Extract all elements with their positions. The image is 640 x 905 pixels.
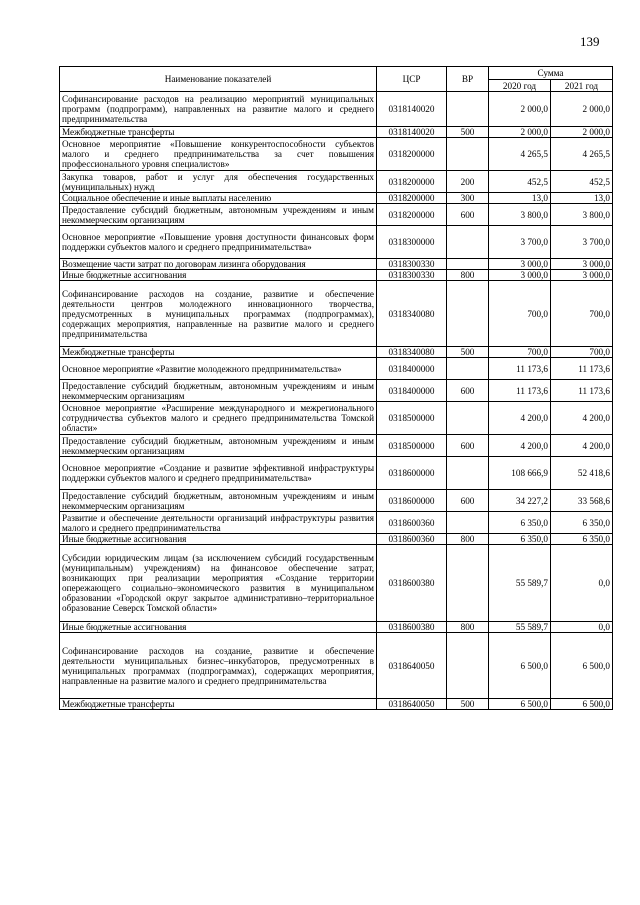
row-vr [447,92,489,127]
row-csr: 0318300330 [377,259,447,270]
row-vr [447,138,489,171]
row-value-2021: 3 000,0 [551,259,613,270]
row-name: Межбюджетные трансферты [60,347,377,358]
header-sum: Сумма [489,67,613,80]
row-csr: 0318640050 [377,633,447,699]
row-csr: 0318400000 [377,380,447,402]
row-vr: 600 [447,380,489,402]
row-value-2021: 3 800,0 [551,204,613,226]
row-value-2021: 6 350,0 [551,534,613,545]
table-row [60,127,613,138]
row-name: Социальное обеспечение и иные выплаты населению [60,193,377,204]
header-name: Наименование показателей [60,67,377,92]
row-value-2020: 55 589,7 [489,622,551,633]
row-vr: 800 [447,622,489,633]
table-row [60,435,613,457]
row-vr: 800 [447,534,489,545]
row-value-2021: 6 350,0 [551,512,613,534]
page-number: 139 [580,34,600,49]
table-row [60,259,613,270]
row-value-2021: 3 000,0 [551,270,613,281]
row-vr: 500 [447,127,489,138]
row-value-2020: 700,0 [489,281,551,347]
row-value-2020: 108 666,9 [489,457,551,490]
table-row [60,281,613,347]
row-csr: 0318600360 [377,512,447,534]
row-vr [447,259,489,270]
row-name: Основное мероприятие «Расширение международного и межрегионального сотрудничества субъектов малого и среднего предпринимательства Томской области» [60,402,377,435]
row-vr [447,226,489,259]
row-name: Основное мероприятие «Развитие молодежного предпринимательства» [60,358,377,380]
table-row [60,512,613,534]
row-name: Основное мероприятие «Повышение конкурентоспособности субъектов малого и среднего предпринимательства за счет повышения профессионального уровня специалистов» [60,138,377,171]
table-row [60,204,613,226]
row-value-2021: 700,0 [551,347,613,358]
header-csr: ЦСР [377,67,447,92]
row-csr: 0318200000 [377,193,447,204]
header-year-2021: 2021 год [551,80,613,92]
row-value-2021: 3 700,0 [551,226,613,259]
row-name: Предоставление субсидий бюджетным, автономным учреждениям и иным некоммерческим организациям [60,204,377,226]
table-row [60,633,613,699]
row-csr: 0318300000 [377,226,447,259]
table-body [60,92,613,710]
row-value-2020: 4 265,5 [489,138,551,171]
row-csr: 0318600380 [377,545,447,622]
row-name: Межбюджетные трансферты [60,127,377,138]
row-vr [447,633,489,699]
row-value-2021: 11 173,6 [551,380,613,402]
table-row [60,545,613,622]
row-vr [447,281,489,347]
row-csr: 0318140020 [377,92,447,127]
row-value-2021: 4 200,0 [551,435,613,457]
row-name: Предоставление субсидий бюджетным, автономным учреждениям и иным некоммерческим организациям [60,435,377,457]
row-vr: 600 [447,435,489,457]
row-vr: 300 [447,193,489,204]
row-value-2021: 0,0 [551,622,613,633]
row-name: Иные бюджетные ассигнования [60,270,377,281]
row-vr [447,512,489,534]
row-name: Закупка товаров, работ и услуг для обеспечения государственных (муниципальных) нужд [60,171,377,193]
row-vr: 500 [447,347,489,358]
row-value-2021: 2 000,0 [551,127,613,138]
table-row [60,622,613,633]
table-row [60,457,613,490]
table-row [60,138,613,171]
row-name: Софинансирование расходов на создание, развитие и обеспечение деятельности муниципальных бизнес–инкубаторов, предусмотренных в муниципальных программах (подпрограммах), содержащих мероприятия, направленные на развитие малого и среднего предпринимательства [60,633,377,699]
table-row [60,270,613,281]
row-value-2020: 11 173,6 [489,358,551,380]
row-vr: 600 [447,204,489,226]
row-name: Иные бюджетные ассигнования [60,622,377,633]
table-row [60,490,613,512]
row-name: Развитие и обеспечение деятельности организаций инфраструктуры развития малого и среднего предпринимательства [60,512,377,534]
table-row [60,171,613,193]
row-vr: 800 [447,270,489,281]
row-csr: 0318200000 [377,138,447,171]
row-csr: 0318500000 [377,402,447,435]
row-csr: 0318340080 [377,347,447,358]
row-value-2020: 452,5 [489,171,551,193]
row-value-2020: 700,0 [489,347,551,358]
row-value-2020: 55 589,7 [489,545,551,622]
budget-table [59,66,613,710]
row-csr: 0318640050 [377,699,447,710]
row-value-2021: 52 418,6 [551,457,613,490]
row-vr [447,545,489,622]
row-value-2021: 452,5 [551,171,613,193]
row-value-2021: 700,0 [551,281,613,347]
row-vr: 600 [447,490,489,512]
row-value-2020: 2 000,0 [489,127,551,138]
row-csr: 0318140020 [377,127,447,138]
row-vr [447,402,489,435]
table-row [60,226,613,259]
row-name: Основное мероприятие «Создание и развитие эффективной инфраструктуры поддержки субъектов малого и среднего предпринимательства» [60,457,377,490]
header-vr: ВР [447,67,489,92]
row-value-2020: 2 000,0 [489,92,551,127]
row-name: Возмещение части затрат по договорам лизинга оборудования [60,259,377,270]
row-value-2020: 6 350,0 [489,512,551,534]
row-vr: 500 [447,699,489,710]
row-csr: 0318600000 [377,490,447,512]
table-row [60,358,613,380]
row-csr: 0318600360 [377,534,447,545]
row-name: Предоставление субсидий бюджетным, автономным учреждениям и иным некоммерческим организациям [60,490,377,512]
row-vr [447,457,489,490]
row-csr: 0318600380 [377,622,447,633]
row-value-2020: 3 000,0 [489,259,551,270]
table-row [60,347,613,358]
row-value-2021: 33 568,6 [551,490,613,512]
row-csr: 0318200000 [377,171,447,193]
table-header [60,67,613,92]
row-value-2021: 4 265,5 [551,138,613,171]
table-row [60,534,613,545]
table-row [60,380,613,402]
row-name: Предоставление субсидий бюджетным, автономным учреждениям и иным некоммерческим организациям [60,380,377,402]
row-value-2020: 3 000,0 [489,270,551,281]
row-csr: 0318200000 [377,204,447,226]
row-value-2021: 6 500,0 [551,699,613,710]
row-name: Иные бюджетные ассигнования [60,534,377,545]
row-vr [447,358,489,380]
row-value-2021: 0,0 [551,545,613,622]
row-name: Софинансирование расходов на создание, развитие и обеспечение деятельности центров молодежного инновационного творчества, предусмотренных в муниципальных программах (подпрограммах), содержащих мероприятия, направленные на развитие малого и среднего предпринимательства [60,281,377,347]
row-value-2020: 4 200,0 [489,435,551,457]
row-vr: 200 [447,171,489,193]
row-value-2020: 13,0 [489,193,551,204]
row-value-2021: 2 000,0 [551,92,613,127]
row-name: Софинансирование расходов на реализацию мероприятий муниципальных программ (подпрограмм), направленных на развитие малого и среднего предпринимательства [60,92,377,127]
row-name: Субсидии юридическим лицам (за исключением субсидий государственным (муниципальным) учреждениям) на финансовое обеспечение затрат, возникающих при реализации мероприятия «Создание территории опережающего социально–экономического развития в муниципальном образовании «Городской округ закрытое административно–территориальное образование Северск Томской области» [60,545,377,622]
row-value-2021: 11 173,6 [551,358,613,380]
row-value-2020: 3 800,0 [489,204,551,226]
row-value-2021: 6 500,0 [551,633,613,699]
header-year-2020: 2020 год [489,80,551,92]
row-value-2020: 6 500,0 [489,633,551,699]
table-row [60,402,613,435]
row-value-2020: 4 200,0 [489,402,551,435]
table-row [60,699,613,710]
row-csr: 0318300330 [377,270,447,281]
row-csr: 0318340080 [377,281,447,347]
table-row [60,92,613,127]
row-value-2020: 11 173,6 [489,380,551,402]
row-value-2020: 3 700,0 [489,226,551,259]
table-row [60,193,613,204]
row-csr: 0318400000 [377,358,447,380]
row-value-2020: 6 500,0 [489,699,551,710]
row-value-2021: 13,0 [551,193,613,204]
row-csr: 0318500000 [377,435,447,457]
row-csr: 0318600000 [377,457,447,490]
row-name: Основное мероприятие «Повышение уровня доступности финансовых форм поддержки субъектов малого и среднего предпринимательства» [60,226,377,259]
row-value-2020: 34 227,2 [489,490,551,512]
row-name: Межбюджетные трансферты [60,699,377,710]
row-value-2021: 4 200,0 [551,402,613,435]
row-value-2020: 6 350,0 [489,534,551,545]
